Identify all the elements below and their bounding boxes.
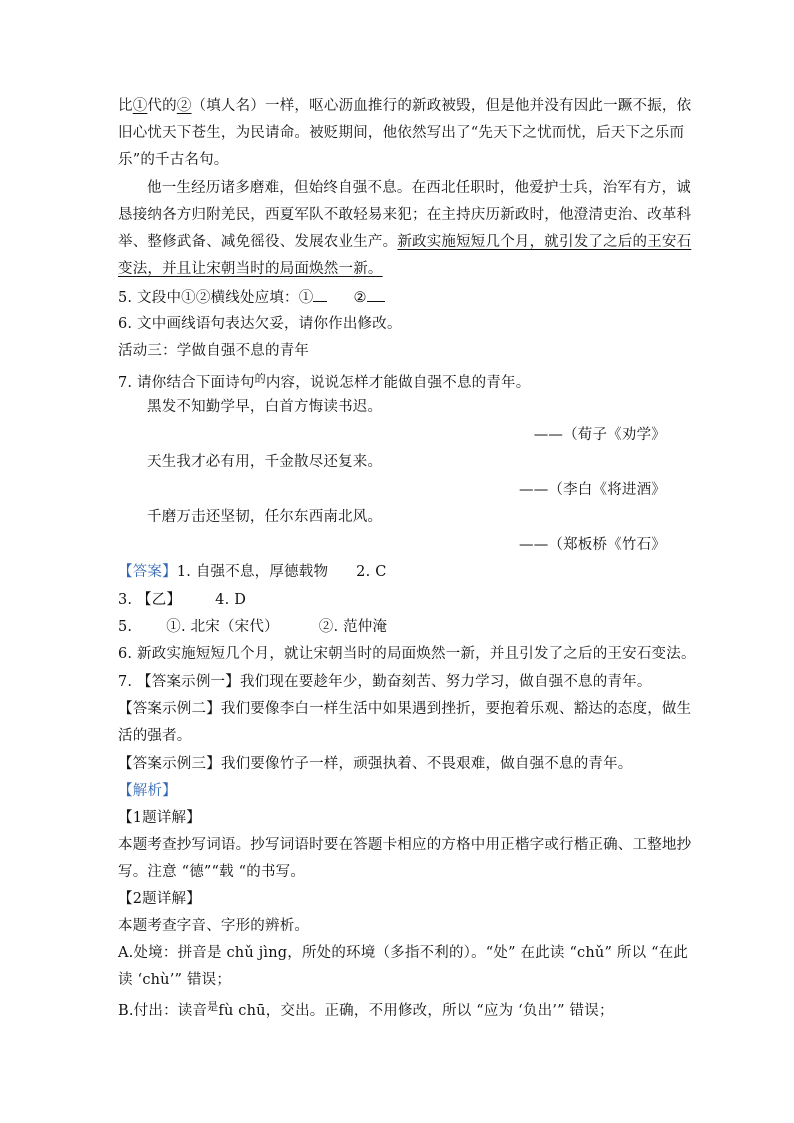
- detail-1-title: 【1题详解】: [118, 810, 201, 826]
- poem-line: 天生我才必有用，千金散尽还复来。: [147, 454, 383, 470]
- answer-blank-2: [367, 287, 385, 302]
- p2-line-4: [118, 259, 678, 279]
- p1-line-2: 旧心忧天下苍生，为民请命。被贬期间，他依然写出了“先天下之忧而忧，后天下之乐而: [118, 125, 685, 141]
- text-run: 的: [254, 372, 266, 385]
- answer-4: 4. D: [215, 592, 247, 608]
- answer-blank-1: [313, 287, 327, 302]
- answer-line-1: [118, 562, 678, 582]
- answer-line-2: [118, 590, 678, 610]
- text-run: 7. 请你结合下面诗句: [118, 375, 255, 391]
- answer-example-3: 【答案示例三】我们要像竹子一样，顽强执着、不畏艰难，做自强不息的青年。: [118, 756, 633, 772]
- text-run: 内容，说说怎样才能做自强不息的青年。: [265, 375, 531, 391]
- p2-line-2: 恳接纳各方归附羌民，西夏军队不敢轻易来犯；在主持庆历新政时，他澄清吏治、改革科: [118, 207, 692, 223]
- answer-tag: 【答案】: [118, 564, 177, 580]
- detail-1-line-1: 本题考查抄写词语。抄写词语时要在答题卡相应的方格中用正楷字或行楷正确、工整地抄: [118, 837, 692, 853]
- text-run: 举、整修武备、减免徭役、发展农业生产。: [118, 234, 398, 250]
- answer-line-5: [118, 617, 678, 637]
- answer-5-number: 5.: [118, 619, 133, 635]
- detail-2-line-1: 本题考查字音、字形的辨析。: [118, 918, 310, 934]
- text-run: 代的: [147, 98, 177, 114]
- analysis-tag: 【解析】: [118, 783, 177, 799]
- underlined-sentence: 新政实施短短几个月，就引发了之后的王安石: [397, 234, 692, 250]
- blank-marker-1: ①: [132, 98, 148, 114]
- text-run: 比: [118, 98, 133, 114]
- answer-5-part-2: ②. 范仲淹: [318, 619, 388, 635]
- answer-7: 7. 【答案示例一】我们现在要趁年少，勤奋刻苦、努力学习，做自强不息的青年。: [118, 674, 652, 690]
- detail-2-title: 【2题详解】: [118, 891, 201, 907]
- p2-line-3: [118, 232, 692, 252]
- blank-marker-2: ②: [176, 98, 192, 114]
- poem-source: ——（李白《将进酒》: [519, 482, 666, 498]
- p2-line-1: 他一生经历诸多磨难，但始终自强不息。在西北任职时，他爱护士兵，治军有方，诚: [147, 180, 691, 196]
- answer-example-2-line-1: 【答案示例二】我们要像李白一样生活中如果遇到挫折，要抱着乐观、豁达的态度，做生: [118, 701, 692, 717]
- answer-example-2-line-2: 活的强者。: [118, 728, 192, 744]
- answer-2: 2. C: [356, 564, 387, 580]
- question-6: 6. 文中画线语句表达欠妥，请你作出修改。: [118, 316, 402, 332]
- activity-3-heading: 活动三：学做自强不息的青年: [118, 343, 310, 359]
- text-run: fù chū，交出。正确，不用修改，所以 “应为 ‘负出’” 错误；: [218, 1003, 614, 1019]
- option-a-line-2: 读 ‘chù’” 错误；: [118, 972, 232, 988]
- poem-source: ——（郑板桥《竹石》: [519, 537, 666, 553]
- answer-3: 3. 【乙】: [118, 592, 182, 608]
- text-run: （填人名）一样，呕心沥血推行的新政被毁，但是他并没有因此一蹶不振，依: [191, 98, 692, 114]
- p1-line-1: [118, 96, 692, 116]
- underlined-sentence: 变法，并且让宋朝当时的局面焕然一新。: [118, 261, 383, 277]
- poem-source: ——（荀子《劝学》: [533, 427, 666, 443]
- detail-1-line-2: 写。注意 “德”“载 “的书写。: [118, 864, 306, 880]
- p1-line-3: 乐”的千古名句。: [118, 152, 229, 168]
- option-a-line-1: A.处境：拼音是 chǔ jìng，所处的环境（多指不利的）。“处” 在此读 “chǔ” 所以 “在此: [118, 945, 689, 961]
- text-run: 是: [207, 1000, 219, 1013]
- text-run: B.付出：读音: [118, 1003, 208, 1019]
- answer-6: 6. 新政实施短短几个月，就让宋朝当时的局面焕然一新，并且引发了之后的王安石变法。: [118, 646, 696, 662]
- question-5-text: 5. 文段中①②横线处应填：①: [118, 290, 314, 306]
- poem-line: 黑发不知勤学早，白首方悔读书迟。: [147, 399, 383, 415]
- question-7: [118, 369, 678, 393]
- poem-line: 千磨万击还坚韧，任尔东西南北风。: [147, 509, 383, 525]
- question-5-marker-2: ②: [353, 290, 367, 306]
- question-5: [118, 287, 678, 308]
- answer-1: 1. 自强不息，厚德载物: [176, 564, 329, 580]
- option-b-line: [118, 997, 678, 1021]
- answer-5-part-1: ①. 北宋（宋代）: [166, 619, 279, 635]
